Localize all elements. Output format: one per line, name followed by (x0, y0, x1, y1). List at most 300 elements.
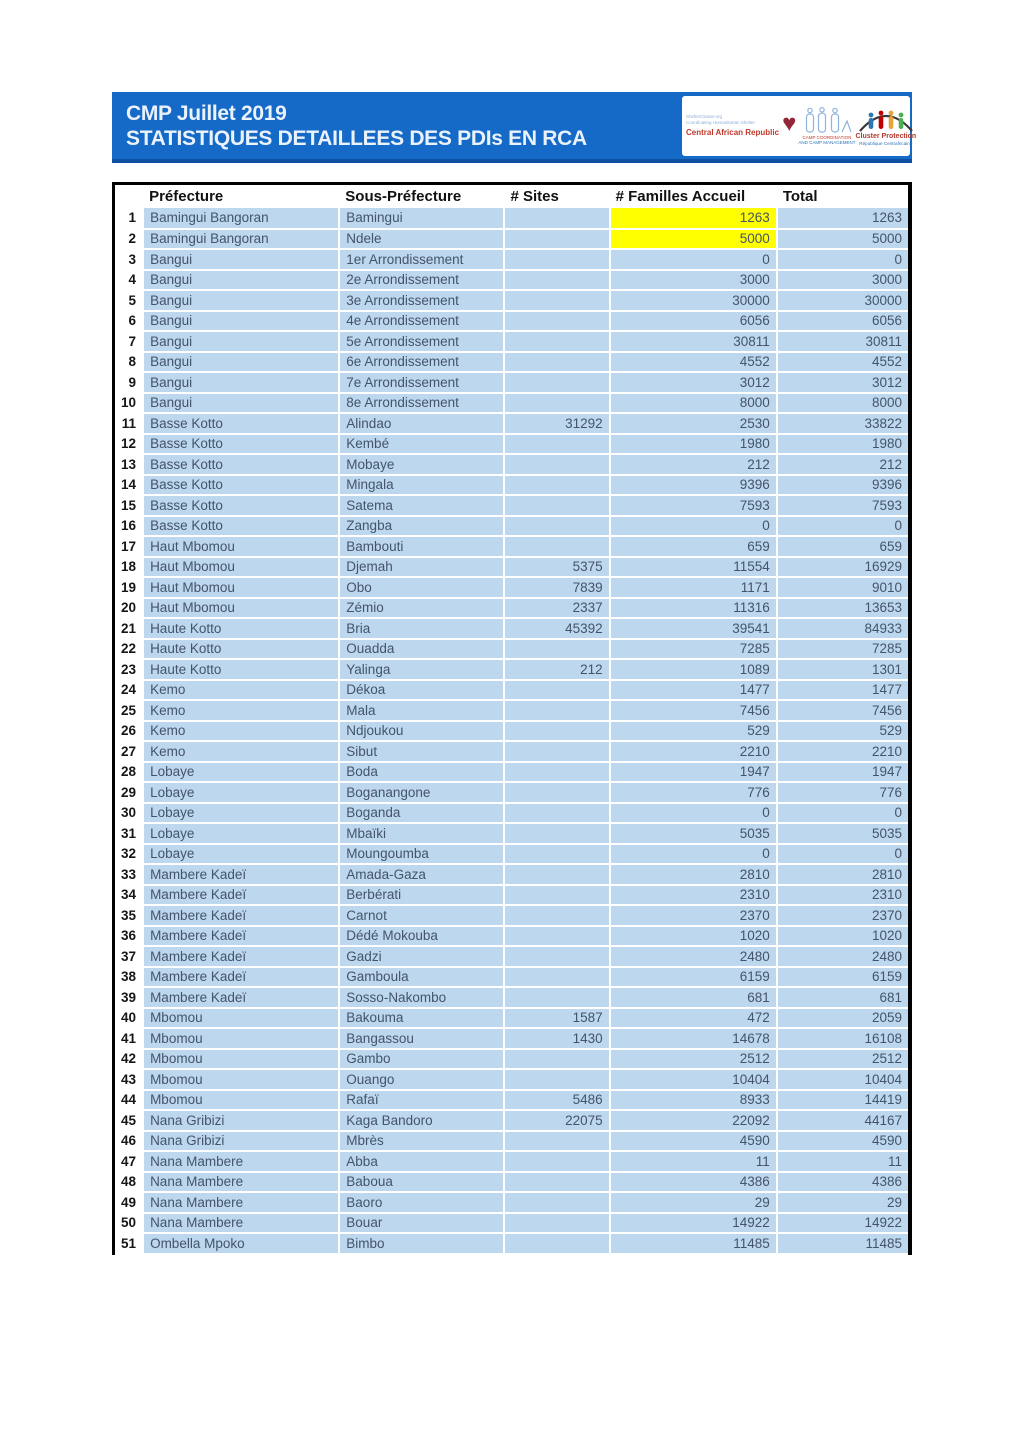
sites-cell (504, 987, 609, 1008)
prefecture-cell: Mambere Kadeï (143, 905, 339, 926)
table-row (114, 823, 911, 844)
familles-accueil-cell: 6159 (610, 967, 777, 988)
sous-prefecture-cell: 2e Arrondissement (339, 270, 504, 291)
total-cell: 681 (777, 987, 910, 1008)
sites-cell: 212 (504, 659, 609, 680)
prefecture-cell: Basse Kotto (143, 434, 339, 455)
familles-accueil-cell: 10404 (610, 1069, 777, 1090)
prefecture-cell: Kemo (143, 680, 339, 701)
sites-cell (504, 639, 609, 660)
prefecture-cell: Mbomou (143, 1008, 339, 1029)
row-number-cell: 32 (114, 844, 144, 865)
column-header-prefecture: Préfecture (143, 184, 339, 209)
row-number-cell: 33 (114, 864, 144, 885)
prefecture-cell: Bangui (143, 393, 339, 414)
sous-prefecture-cell: Baboua (339, 1172, 504, 1193)
sites-cell (504, 352, 609, 373)
prefecture-cell: Mbomou (143, 1069, 339, 1090)
row-number-cell: 19 (114, 577, 144, 598)
total-cell: 776 (777, 782, 910, 803)
familles-accueil-cell: 776 (610, 782, 777, 803)
familles-accueil-cell: 4590 (610, 1131, 777, 1152)
sites-cell (504, 926, 609, 947)
row-number-cell: 37 (114, 946, 144, 967)
table-row (114, 700, 911, 721)
table-row (114, 1172, 911, 1193)
sites-cell (504, 475, 609, 496)
row-number-cell: 50 (114, 1213, 144, 1234)
familles-accueil-cell: 1020 (610, 926, 777, 947)
sites-cell (504, 1213, 609, 1234)
sites-cell (504, 1131, 609, 1152)
total-cell: 29 (777, 1192, 910, 1213)
table-row (114, 270, 911, 291)
prefecture-cell: Mbomou (143, 1090, 339, 1111)
shelter-cluster-logo (686, 110, 797, 137)
sites-cell (504, 434, 609, 455)
sites-cell: 31292 (504, 413, 609, 434)
sites-cell (504, 454, 609, 475)
total-cell: 11 (777, 1151, 910, 1172)
row-number-cell: 15 (114, 495, 144, 516)
table-row (114, 1192, 911, 1213)
row-number-cell: 28 (114, 762, 144, 783)
sous-prefecture-cell: Carnot (339, 905, 504, 926)
row-number-cell: 22 (114, 639, 144, 660)
table-row (114, 577, 911, 598)
prefecture-cell: Kemo (143, 721, 339, 742)
total-cell: 529 (777, 721, 910, 742)
sites-cell (504, 1233, 609, 1254)
sous-prefecture-cell: Bimbo (339, 1233, 504, 1254)
prefecture-cell: Mambere Kadeï (143, 946, 339, 967)
column-header-familles-accueil: # Familles Accueil (610, 184, 777, 209)
familles-accueil-cell: 11485 (610, 1233, 777, 1254)
sites-cell (504, 1049, 609, 1070)
familles-accueil-cell: 8933 (610, 1090, 777, 1111)
total-cell: 2480 (777, 946, 910, 967)
familles-accueil-cell: 22092 (610, 1110, 777, 1131)
sous-prefecture-cell: Yalinga (339, 659, 504, 680)
row-number-cell: 44 (114, 1090, 144, 1111)
row-number-cell: 20 (114, 598, 144, 619)
prefecture-cell: Lobaye (143, 823, 339, 844)
sous-prefecture-cell: Ouango (339, 1069, 504, 1090)
total-cell: 1263 (777, 208, 910, 229)
table-body (114, 208, 911, 1254)
protection-cluster-country: République Centrafricaine (859, 141, 913, 147)
table-row (114, 762, 911, 783)
sous-prefecture-cell: 1er Arrondissement (339, 249, 504, 270)
report-title-line2: STATISTIQUES DETAILLEES DES PDIs EN RCA (126, 127, 587, 150)
sites-cell (504, 393, 609, 414)
report-header (112, 92, 917, 163)
table-header (114, 184, 911, 209)
sous-prefecture-cell: 6e Arrondissement (339, 352, 504, 373)
sous-prefecture-cell: 4e Arrondissement (339, 311, 504, 332)
sites-cell (504, 823, 609, 844)
protection-cluster-label: Cluster Protection (855, 133, 917, 141)
prefecture-cell: Haut Mbomou (143, 577, 339, 598)
total-cell: 1301 (777, 659, 910, 680)
sites-cell (504, 311, 609, 332)
familles-accueil-cell: 0 (610, 803, 777, 824)
prefecture-cell: Bangui (143, 311, 339, 332)
table-row (114, 536, 911, 557)
prefecture-cell: Nana Mambere (143, 1151, 339, 1172)
prefecture-cell: Haut Mbomou (143, 536, 339, 557)
row-number-cell: 18 (114, 557, 144, 578)
familles-accueil-cell: 472 (610, 1008, 777, 1029)
sous-prefecture-cell: Mala (339, 700, 504, 721)
column-header-total: Total (777, 184, 910, 209)
sous-prefecture-cell: Satema (339, 495, 504, 516)
total-cell: 7456 (777, 700, 910, 721)
prefecture-cell: Bangui (143, 372, 339, 393)
prefecture-cell: Nana Gribizi (143, 1110, 339, 1131)
familles-accueil-cell: 2480 (610, 946, 777, 967)
table-row (114, 1151, 911, 1172)
prefecture-cell: Bangui (143, 290, 339, 311)
table-row (114, 1131, 911, 1152)
sous-prefecture-cell: Abba (339, 1151, 504, 1172)
familles-accueil-cell: 681 (610, 987, 777, 1008)
cccm-figures-icon (802, 107, 852, 135)
table-row (114, 803, 911, 824)
familles-accueil-cell: 30000 (610, 290, 777, 311)
table-row (114, 331, 911, 352)
row-number-cell: 41 (114, 1028, 144, 1049)
row-number-cell: 5 (114, 290, 144, 311)
row-number-cell: 51 (114, 1233, 144, 1254)
total-cell: 13653 (777, 598, 910, 619)
row-number-cell: 36 (114, 926, 144, 947)
table-row (114, 741, 911, 762)
total-cell: 1020 (777, 926, 910, 947)
row-number-cell: 35 (114, 905, 144, 926)
sites-cell (504, 885, 609, 906)
familles-accueil-cell: 4552 (610, 352, 777, 373)
sites-cell: 45392 (504, 618, 609, 639)
familles-accueil-cell: 3012 (610, 372, 777, 393)
sites-cell (504, 905, 609, 926)
familles-accueil-cell: 11554 (610, 557, 777, 578)
row-number-cell: 7 (114, 331, 144, 352)
prefecture-cell: Bangui (143, 331, 339, 352)
sous-prefecture-cell: 3e Arrondissement (339, 290, 504, 311)
familles-accueil-cell: 659 (610, 536, 777, 557)
report-title-line1: CMP Juillet 2019 (126, 102, 287, 125)
total-cell: 0 (777, 803, 910, 824)
sites-cell (504, 864, 609, 885)
total-cell: 3000 (777, 270, 910, 291)
table-row (114, 844, 911, 865)
total-cell: 4386 (777, 1172, 910, 1193)
sous-prefecture-cell: 5e Arrondissement (339, 331, 504, 352)
prefecture-cell: Haute Kotto (143, 618, 339, 639)
total-cell: 2512 (777, 1049, 910, 1070)
table-row (114, 864, 911, 885)
sites-cell (504, 229, 609, 250)
prefecture-cell: Mambere Kadeï (143, 987, 339, 1008)
familles-accueil-cell: 14922 (610, 1213, 777, 1234)
sous-prefecture-cell: Bamingui (339, 208, 504, 229)
sites-cell: 1430 (504, 1028, 609, 1049)
sous-prefecture-cell: Dédé Mokouba (339, 926, 504, 947)
prefecture-cell: Bangui (143, 352, 339, 373)
total-cell: 30811 (777, 331, 910, 352)
sous-prefecture-cell: Bangassou (339, 1028, 504, 1049)
sous-prefecture-cell: Gambo (339, 1049, 504, 1070)
table-row (114, 249, 911, 270)
sous-prefecture-cell: Ouadda (339, 639, 504, 660)
prefecture-cell: Haut Mbomou (143, 598, 339, 619)
familles-accueil-cell: 1089 (610, 659, 777, 680)
row-number-cell: 6 (114, 311, 144, 332)
total-cell: 6159 (777, 967, 910, 988)
total-cell: 14419 (777, 1090, 910, 1111)
familles-accueil-cell: 7593 (610, 495, 777, 516)
total-cell: 7285 (777, 639, 910, 660)
column-header-sites: # Sites (504, 184, 609, 209)
table-row (114, 413, 911, 434)
total-cell: 3012 (777, 372, 910, 393)
sous-prefecture-cell: Bambouti (339, 536, 504, 557)
row-number-cell: 8 (114, 352, 144, 373)
familles-accueil-cell: 7285 (610, 639, 777, 660)
shelter-cluster-tagline: Coordinating Humanitarian Shelter (686, 120, 756, 125)
prefecture-cell: Haute Kotto (143, 659, 339, 680)
sites-cell (504, 844, 609, 865)
row-number-cell: 10 (114, 393, 144, 414)
sites-cell (504, 700, 609, 721)
table-row (114, 721, 911, 742)
sites-cell: 1587 (504, 1008, 609, 1029)
familles-accueil-cell: 29 (610, 1192, 777, 1213)
table-row (114, 557, 911, 578)
pdi-table (112, 182, 912, 1255)
row-number-cell: 24 (114, 680, 144, 701)
prefecture-cell: Mbomou (143, 1028, 339, 1049)
sites-cell (504, 680, 609, 701)
familles-accueil-cell: 5035 (610, 823, 777, 844)
protection-arc-people-icon (857, 105, 915, 133)
table-row (114, 946, 911, 967)
total-cell: 16929 (777, 557, 910, 578)
row-number-cell: 11 (114, 413, 144, 434)
total-cell: 33822 (777, 413, 910, 434)
table-row (114, 475, 911, 496)
sites-cell (504, 946, 609, 967)
table-row (114, 598, 911, 619)
sous-prefecture-cell: Alindao (339, 413, 504, 434)
row-number-cell: 9 (114, 372, 144, 393)
sites-cell (504, 1151, 609, 1172)
table-row (114, 1028, 911, 1049)
sites-cell (504, 331, 609, 352)
total-cell: 8000 (777, 393, 910, 414)
total-cell: 0 (777, 249, 910, 270)
row-number-cell: 34 (114, 885, 144, 906)
total-cell: 6056 (777, 311, 910, 332)
prefecture-cell: Kemo (143, 700, 339, 721)
sous-prefecture-cell: 8e Arrondissement (339, 393, 504, 414)
sites-cell (504, 516, 609, 537)
row-number-cell: 21 (114, 618, 144, 639)
total-cell: 1980 (777, 434, 910, 455)
prefecture-cell: Nana Gribizi (143, 1131, 339, 1152)
sites-cell: 7839 (504, 577, 609, 598)
familles-accueil-cell: 212 (610, 454, 777, 475)
table-row (114, 905, 911, 926)
sous-prefecture-cell: Zangba (339, 516, 504, 537)
total-cell: 0 (777, 844, 910, 865)
sites-cell (504, 1069, 609, 1090)
sous-prefecture-cell: Bakouma (339, 1008, 504, 1029)
sites-cell (504, 803, 609, 824)
prefecture-cell: Nana Mambere (143, 1172, 339, 1193)
sous-prefecture-cell: Boda (339, 762, 504, 783)
prefecture-cell: Mambere Kadeï (143, 926, 339, 947)
familles-accueil-cell: 14678 (610, 1028, 777, 1049)
total-cell: 9396 (777, 475, 910, 496)
sous-prefecture-cell: Amada-Gaza (339, 864, 504, 885)
sites-cell (504, 249, 609, 270)
sous-prefecture-cell: Gadzi (339, 946, 504, 967)
sous-prefecture-cell: Kembé (339, 434, 504, 455)
column-header-sous-prefecture: Sous-Préfecture (339, 184, 504, 209)
table-row (114, 208, 911, 229)
total-cell: 14922 (777, 1213, 910, 1234)
cccm-label-line1: CAMP COORDINATION (802, 134, 852, 140)
table-row (114, 1049, 911, 1070)
sous-prefecture-cell: Bria (339, 618, 504, 639)
sous-prefecture-cell: Dékoa (339, 680, 504, 701)
sous-prefecture-cell: Mobaye (339, 454, 504, 475)
sites-cell (504, 741, 609, 762)
table-row (114, 290, 911, 311)
sous-prefecture-cell: Berbérati (339, 885, 504, 906)
total-cell: 5000 (777, 229, 910, 250)
total-cell: 212 (777, 454, 910, 475)
total-cell: 4590 (777, 1131, 910, 1152)
familles-accueil-cell: 1947 (610, 762, 777, 783)
row-number-cell: 2 (114, 229, 144, 250)
prefecture-cell: Bamingui Bangoran (143, 229, 339, 250)
prefecture-cell: Basse Kotto (143, 475, 339, 496)
table-row (114, 926, 911, 947)
table-row (114, 618, 911, 639)
sites-cell: 5486 (504, 1090, 609, 1111)
prefecture-cell: Mbomou (143, 1049, 339, 1070)
total-cell: 9010 (777, 577, 910, 598)
sous-prefecture-cell: Kaga Bandoro (339, 1110, 504, 1131)
total-cell: 7593 (777, 495, 910, 516)
familles-accueil-cell: 2370 (610, 905, 777, 926)
familles-accueil-cell: 11316 (610, 598, 777, 619)
prefecture-cell: Bangui (143, 270, 339, 291)
total-cell: 11485 (777, 1233, 910, 1254)
total-cell: 0 (777, 516, 910, 537)
sous-prefecture-cell: Baoro (339, 1192, 504, 1213)
sites-cell (504, 762, 609, 783)
familles-accueil-cell: 2810 (610, 864, 777, 885)
total-cell: 4552 (777, 352, 910, 373)
row-number-cell: 17 (114, 536, 144, 557)
familles-accueil-cell: 5000 (610, 229, 777, 250)
total-cell: 659 (777, 536, 910, 557)
sous-prefecture-cell: Sosso-Nakombo (339, 987, 504, 1008)
familles-accueil-cell: 8000 (610, 393, 777, 414)
prefecture-cell: Bamingui Bangoran (143, 208, 339, 229)
row-number-cell: 46 (114, 1131, 144, 1152)
heart-icon: ♥ (782, 110, 797, 137)
report-title (126, 101, 587, 152)
row-number-cell: 3 (114, 249, 144, 270)
sites-cell (504, 967, 609, 988)
sites-cell (504, 1192, 609, 1213)
sous-prefecture-cell: Boganangone (339, 782, 504, 803)
familles-accueil-cell: 9396 (610, 475, 777, 496)
sites-cell (504, 495, 609, 516)
row-number-cell: 26 (114, 721, 144, 742)
sous-prefecture-cell: Bouar (339, 1213, 504, 1234)
sous-prefecture-cell: Ndjoukou (339, 721, 504, 742)
sous-prefecture-cell: 7e Arrondissement (339, 372, 504, 393)
familles-accueil-cell: 2530 (610, 413, 777, 434)
table-row (114, 1233, 911, 1254)
total-cell: 84933 (777, 618, 910, 639)
sites-cell (504, 372, 609, 393)
row-number-cell: 43 (114, 1069, 144, 1090)
total-cell: 16108 (777, 1028, 910, 1049)
sites-cell: 5375 (504, 557, 609, 578)
sites-cell (504, 782, 609, 803)
total-cell: 2810 (777, 864, 910, 885)
familles-accueil-cell: 0 (610, 844, 777, 865)
familles-accueil-cell: 0 (610, 249, 777, 270)
cccm-cluster-logo (798, 107, 855, 146)
familles-accueil-cell: 39541 (610, 618, 777, 639)
total-cell: 10404 (777, 1069, 910, 1090)
table-row (114, 967, 911, 988)
table-row (114, 495, 911, 516)
row-number-cell: 25 (114, 700, 144, 721)
total-cell: 1947 (777, 762, 910, 783)
prefecture-cell: Haute Kotto (143, 639, 339, 660)
table-row (114, 393, 911, 414)
familles-accueil-cell: 529 (610, 721, 777, 742)
familles-accueil-cell: 11 (610, 1151, 777, 1172)
row-number-cell: 16 (114, 516, 144, 537)
sous-prefecture-cell: Sibut (339, 741, 504, 762)
prefecture-cell: Mambere Kadeï (143, 885, 339, 906)
prefecture-cell: Lobaye (143, 762, 339, 783)
familles-accueil-cell: 2512 (610, 1049, 777, 1070)
total-cell: 30000 (777, 290, 910, 311)
country-label: Central African Republic (686, 127, 780, 137)
protection-cluster-logo (856, 105, 917, 147)
row-number-cell: 4 (114, 270, 144, 291)
table-row (114, 1213, 911, 1234)
familles-accueil-cell: 1980 (610, 434, 777, 455)
row-number-cell: 40 (114, 1008, 144, 1029)
row-number-cell: 42 (114, 1049, 144, 1070)
table-row (114, 434, 911, 455)
total-cell: 2210 (777, 741, 910, 762)
row-number-cell: 13 (114, 454, 144, 475)
table-row (114, 782, 911, 803)
